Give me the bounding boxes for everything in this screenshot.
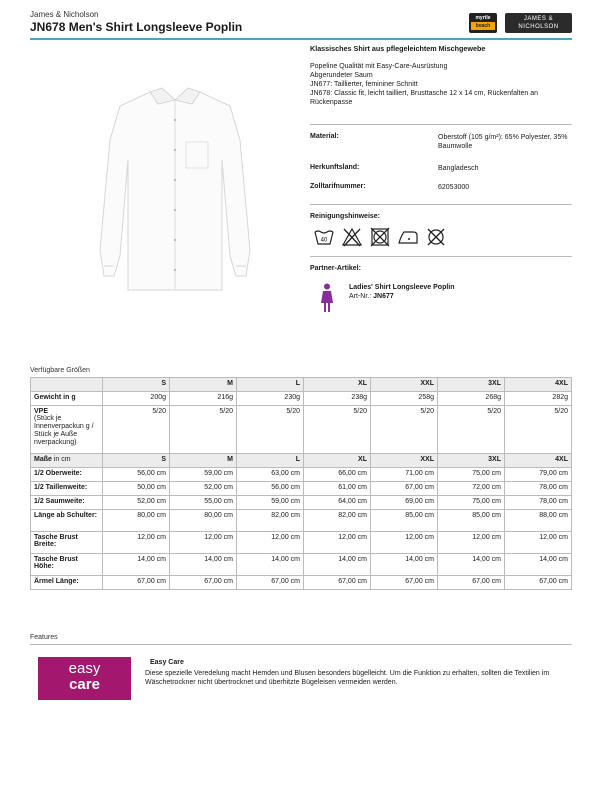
- weight-row: [31, 392, 572, 406]
- table-cell: 52,00 cm: [170, 482, 237, 496]
- wash-40-icon: [313, 226, 335, 248]
- table-cell: 5/20: [438, 406, 505, 454]
- table-row: [31, 554, 572, 576]
- table-cell: 56,00 cm: [103, 468, 170, 482]
- row-label: 1/2 Saumweite:: [31, 496, 103, 510]
- female-figure-icon: [320, 283, 334, 313]
- size-header: XXL: [371, 454, 438, 468]
- partner-art-number: JN677: [373, 293, 394, 300]
- partner-article: [349, 283, 455, 301]
- size-header: 4XL: [505, 454, 572, 468]
- table-cell: 66,00 cm: [304, 468, 371, 482]
- size-header: XXL: [371, 378, 438, 392]
- table-cell: 258g: [371, 392, 438, 406]
- row-label: Tasche Brust Breite:: [31, 532, 103, 554]
- table-cell: 67,00 cm: [103, 576, 170, 590]
- table-cell: 59,00 cm: [170, 468, 237, 482]
- table-cell: 67,00 cm: [237, 576, 304, 590]
- feature-text: Diese spezielle Veredelung macht Hemden und Blusen besonders bügelleicht. Um die Funktion zu erhalten, sollten die Textilien im Wäschetrockner nicht übertrocknet und überhitzte Bügeleisen vermeiden werden.: [145, 670, 550, 686]
- table-cell: 85,00 cm: [438, 510, 505, 532]
- size-header: XL: [304, 378, 371, 392]
- table-cell: 67,00 cm: [505, 576, 572, 590]
- size-header: 3XL: [438, 378, 505, 392]
- myrtle-logo-text: myrtle: [475, 15, 491, 21]
- wash-temp: 40: [320, 237, 328, 244]
- table-cell: 14,00 cm: [103, 554, 170, 576]
- size-header: L: [237, 378, 304, 392]
- partner-name: Ladies' Shirt Longsleeve Poplin: [349, 284, 455, 291]
- table-cell: 55,00 cm: [170, 496, 237, 510]
- easy-care-logo: [38, 657, 131, 700]
- size-header: 3XL: [438, 454, 505, 468]
- sizes-caption: Verfügbare Größen: [30, 367, 90, 374]
- table-cell: 88,00 cm: [505, 510, 572, 532]
- care-symbols: [313, 226, 447, 248]
- table-cell: 72,00 cm: [438, 482, 505, 496]
- table-cell: 52,00 cm: [103, 496, 170, 510]
- jn-logo-line1: JAMES &: [523, 16, 554, 22]
- divider: [310, 256, 572, 257]
- table-cell: 5/20: [170, 406, 237, 454]
- vpe-row: [31, 406, 572, 454]
- table-cell: 80,00 cm: [170, 510, 237, 532]
- table-cell: 59,00 cm: [237, 496, 304, 510]
- row-label: Tasche Brust Höhe:: [31, 554, 103, 576]
- size-header: L: [237, 454, 304, 468]
- row-label: [31, 406, 103, 454]
- header-rule: [30, 38, 572, 40]
- table-cell: 67,00 cm: [304, 576, 371, 590]
- size-header: 4XL: [505, 378, 572, 392]
- table-row: [31, 510, 572, 532]
- table-cell: 67,00 cm: [170, 576, 237, 590]
- table-cell: 85,00 cm: [371, 510, 438, 532]
- row-label: 1/2 Taillenweite:: [31, 482, 103, 496]
- material-label: Material:: [310, 133, 339, 140]
- table-cell: 50,00 cm: [103, 482, 170, 496]
- shirt-image: [90, 80, 260, 300]
- material-value: Oberstoff (105 g/m²): 65% Polyester, 35% Baumwolle: [438, 134, 568, 150]
- table-cell: 268g: [438, 392, 505, 406]
- table-cell: 12,00 cm: [505, 532, 572, 554]
- divider: [310, 124, 572, 125]
- table-cell: 5/20: [304, 406, 371, 454]
- row-label: 1/2 Oberweite:: [31, 468, 103, 482]
- desc-line: JN677: Taillierter, femininer Schnitt: [310, 81, 418, 88]
- partner-art-prefix: Art-Nr.:: [349, 293, 372, 300]
- table-cell: 69,00 cm: [371, 496, 438, 510]
- table-cell: 5/20: [371, 406, 438, 454]
- table-cell: 12,00 cm: [438, 532, 505, 554]
- table-row: [31, 468, 572, 482]
- divider: [310, 204, 572, 205]
- jn-logo-line2: NICHOLSON: [518, 24, 559, 30]
- table-cell: 14,00 cm: [170, 554, 237, 576]
- table-cell: 82,00 cm: [304, 510, 371, 532]
- table-cell: 12,00 cm: [371, 532, 438, 554]
- table-cell: 14,00 cm: [304, 554, 371, 576]
- measure-label: Maße: [34, 456, 52, 463]
- no-dry-clean-icon: [425, 226, 447, 248]
- product-headline: Klassisches Shirt aus pflegeleichtem Mischgewebe: [310, 44, 486, 53]
- row-label: [31, 454, 103, 468]
- table-cell: 82,00 cm: [237, 510, 304, 532]
- table-cell: 14,00 cm: [505, 554, 572, 576]
- table-cell: 282g: [505, 392, 572, 406]
- size-header: S: [103, 454, 170, 468]
- table-cell: 78,00 cm: [505, 482, 572, 496]
- table-cell: 5/20: [505, 406, 572, 454]
- measure-header-row: [31, 454, 572, 468]
- size-header: M: [170, 378, 237, 392]
- vpe-label: VPE: [34, 408, 49, 415]
- table-cell: 67,00 cm: [438, 576, 505, 590]
- table-cell: 12,00 cm: [103, 532, 170, 554]
- table-cell: 12,00 cm: [237, 532, 304, 554]
- partner-heading: Partner-Artikel:: [310, 265, 361, 272]
- table-row: [31, 532, 572, 554]
- table-cell: 78,00 cm: [505, 496, 572, 510]
- table-cell: 5/20: [237, 406, 304, 454]
- table-cell: 75,00 cm: [438, 468, 505, 482]
- table-cell: 5/20: [103, 406, 170, 454]
- table-cell: 12,00 cm: [304, 532, 371, 554]
- care-logo-text: care: [69, 676, 100, 693]
- table-cell: 14,00 cm: [371, 554, 438, 576]
- row-label: Länge ab Schulter:: [31, 510, 103, 532]
- no-tumble-dry-icon: [369, 226, 391, 248]
- measure-unit: in cm: [53, 456, 71, 463]
- table-row: [31, 576, 572, 590]
- size-header: XL: [304, 454, 371, 468]
- table-cell: 64,00 cm: [304, 496, 371, 510]
- beach-logo-text: beach: [475, 23, 491, 29]
- product-description: [310, 62, 572, 107]
- care-heading: Reinigungshinweise:: [310, 213, 381, 220]
- desc-line: Popeline Qualität mit Easy-Care-Ausrüstung: [310, 63, 448, 70]
- table-cell: 238g: [304, 392, 371, 406]
- tariff-label: Zolltarifnummer:: [310, 183, 366, 190]
- table-cell: 67,00 cm: [371, 576, 438, 590]
- table-cell: 80,00 cm: [103, 510, 170, 532]
- table-cell: 14,00 cm: [438, 554, 505, 576]
- table-cell: 200g: [103, 392, 170, 406]
- vpe-sub-label: (Stück je Innenverpackun g / Stück je Auße nverpackung): [34, 415, 94, 446]
- desc-line: JN678: Classic fit, leicht tailliert, Brusttasche 12 x 14 cm, Rückenfalten an Rückenpasse: [310, 90, 538, 106]
- table-cell: [31, 378, 103, 392]
- origin-label: Herkunftsland:: [310, 164, 360, 171]
- table-cell: 14,00 cm: [237, 554, 304, 576]
- table-cell: 79,00 cm: [505, 468, 572, 482]
- table-cell: 230g: [237, 392, 304, 406]
- table-cell: 56,00 cm: [237, 482, 304, 496]
- size-header: S: [103, 378, 170, 392]
- brand-name: James & Nicholson: [30, 10, 99, 19]
- tariff-value: 62053000: [438, 184, 470, 191]
- table-cell: 71,00 cm: [371, 468, 438, 482]
- easy-logo-text: easy: [68, 660, 101, 677]
- table-row: [31, 496, 572, 510]
- table-cell: 67,00 cm: [371, 482, 438, 496]
- iron-low-icon: [397, 226, 419, 248]
- table-cell: 61,00 cm: [304, 482, 371, 496]
- desc-line: Abgerundeter Saum: [310, 72, 373, 79]
- size-table: [30, 377, 572, 590]
- table-cell: 216g: [170, 392, 237, 406]
- myrtle-beach-logo: [469, 13, 497, 33]
- row-label: Ärmel Länge:: [31, 576, 103, 590]
- table-cell: 63,00 cm: [237, 468, 304, 482]
- features-caption: Features: [30, 634, 58, 641]
- origin-value: Bangladesch: [438, 165, 479, 172]
- row-label: Gewicht in g: [31, 392, 103, 406]
- no-bleach-icon: [341, 226, 363, 248]
- table-cell: 75,00 cm: [438, 496, 505, 510]
- james-nicholson-logo: [505, 13, 572, 33]
- divider: [30, 644, 572, 645]
- table-cell: 12,00 cm: [170, 532, 237, 554]
- table-row: [31, 482, 572, 496]
- page-title: JN678 Men's Shirt Longsleeve Poplin: [30, 20, 243, 34]
- size-header: M: [170, 454, 237, 468]
- size-header-row: [31, 378, 572, 392]
- feature-title: Easy Care: [150, 659, 184, 666]
